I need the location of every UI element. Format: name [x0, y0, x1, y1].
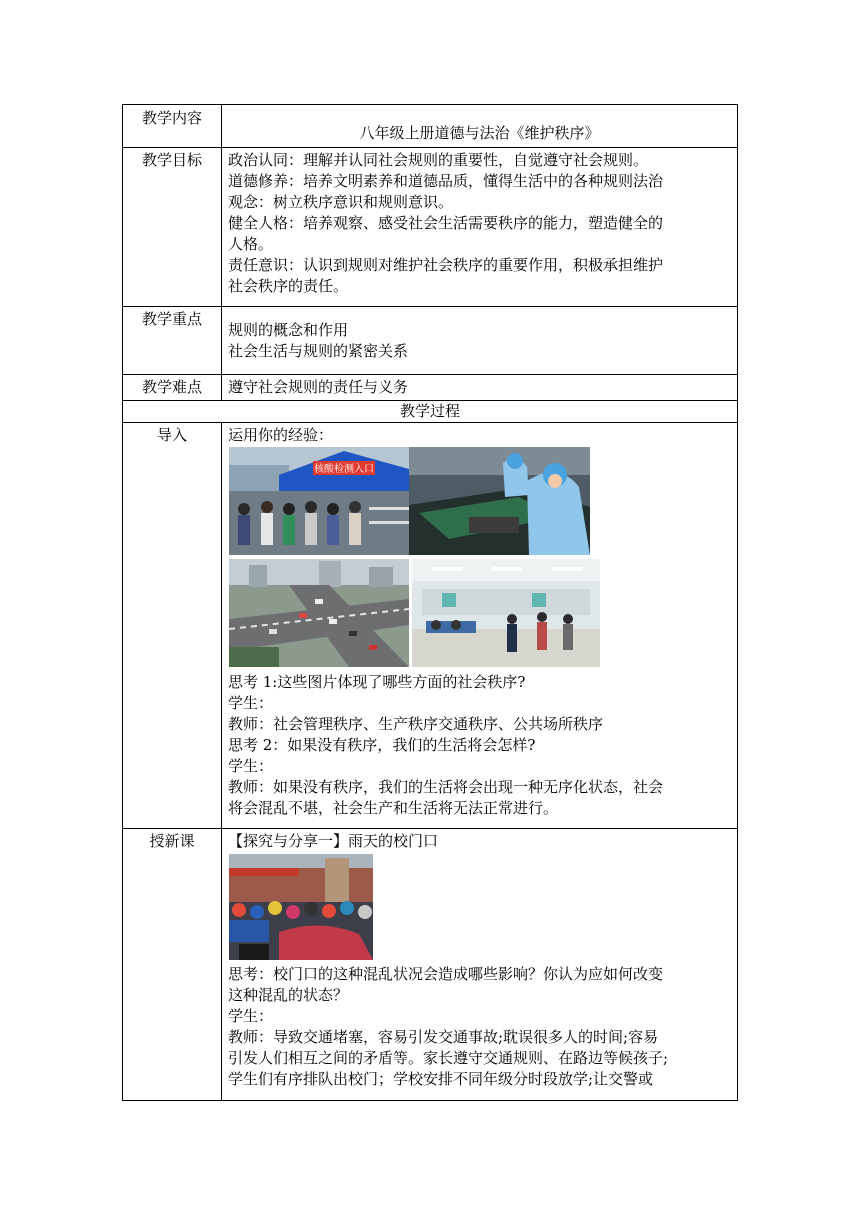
- intro-line: 将会混乱不堪，社会生产和生活将无法正常进行。: [228, 799, 559, 817]
- intro-photos: [228, 446, 731, 672]
- label-key: 教学重点: [123, 307, 222, 375]
- process-title: 教学过程: [123, 401, 738, 423]
- lesson-line: 学生：: [228, 1007, 274, 1025]
- lesson-line: 这种混乱的状态？: [228, 986, 349, 1004]
- goal-line: 道德修养：培养文明素养和道德品质，懂得生活中的各种规则法治: [228, 172, 664, 190]
- label-difficulty: 教学难点: [123, 375, 222, 401]
- goal-line: 社会秩序的责任。: [228, 277, 349, 295]
- intro-heading: 运用你的经验：: [228, 426, 334, 444]
- difficulty-value: 遵守社会规则的责任与义务: [222, 375, 738, 401]
- row-key: [123, 307, 738, 375]
- lesson-photos: [228, 852, 731, 964]
- lesson-heading: 【探究与分享一】雨天的校门口: [228, 832, 439, 850]
- lesson-line: 引发人们相互之间的矛盾等。家长遵守交通规则、在路边等候孩子;: [228, 1049, 669, 1067]
- intro-line: 教师：如果没有秩序，我们的生活将会出现一种无序化状态，社会: [228, 778, 664, 796]
- key-line: 规则的概念和作用: [228, 320, 349, 339]
- photo-hall: [412, 559, 600, 667]
- goal-line: 人格。: [228, 235, 274, 253]
- goal-line: 责任意识：认识到规则对维护社会秩序的重要作用，积极承担维护: [228, 256, 664, 274]
- row-difficulty: [123, 375, 738, 401]
- row-content: [123, 105, 738, 148]
- goal-line: 政治认同：理解并认同社会规则的重要性，自觉遵守社会规则。: [228, 151, 649, 169]
- key-text: [222, 307, 738, 375]
- goal-line: 观念：树立秩序意识和规则意识。: [228, 193, 454, 211]
- row-process: [123, 401, 738, 423]
- lesson-plan-table: [122, 104, 738, 1101]
- goal-line: 健全人格：培养观察、感受社会生活需要秩序的能力，塑造健全的: [228, 214, 664, 232]
- intro-line: 学生：: [228, 694, 274, 712]
- photo-queue: [229, 447, 409, 555]
- label-goals: 教学目标: [123, 148, 222, 307]
- lesson-line: 学生们有序排队出校门；学校安排不同年级分时段放学;让交警或: [228, 1070, 654, 1088]
- lesson-line: 思考：校门口的这种混乱状况会造成哪些影响？你认为应如何改变: [228, 965, 664, 983]
- label-intro: 导入: [123, 423, 222, 829]
- label-lesson: 授新课: [123, 829, 222, 1101]
- intro-line: 教师：社会管理秩序、生产秩序交通秩序、公共场所秩序: [228, 715, 604, 733]
- photo-factory: [409, 447, 590, 555]
- photo-sign-text: 核酸检测入口: [314, 464, 374, 475]
- key-line: 社会生活与规则的紧密关系: [228, 341, 409, 360]
- goals-text: [222, 148, 738, 307]
- intro-line: 思考 2：如果没有秩序，我们的生活将会怎样?: [228, 736, 536, 754]
- photo-school-gate: [229, 854, 373, 960]
- lesson-cell: [222, 829, 738, 1101]
- intro-line: 思考 1:这些图片体现了哪些方面的社会秩序?: [228, 673, 526, 691]
- photo-intersection: [229, 559, 409, 667]
- intro-cell: [222, 423, 738, 829]
- lesson-line: 教师：导致交通堵塞，容易引发交通事故;耽误很多人的时间;容易: [228, 1028, 659, 1046]
- intro-line: 学生：: [228, 757, 274, 775]
- row-intro: [123, 423, 738, 829]
- row-goals: [123, 148, 738, 307]
- row-lesson: [123, 829, 738, 1101]
- content-value: 八年级上册道德与法治《维护秩序》: [222, 105, 738, 148]
- label-content: 教学内容: [123, 105, 222, 148]
